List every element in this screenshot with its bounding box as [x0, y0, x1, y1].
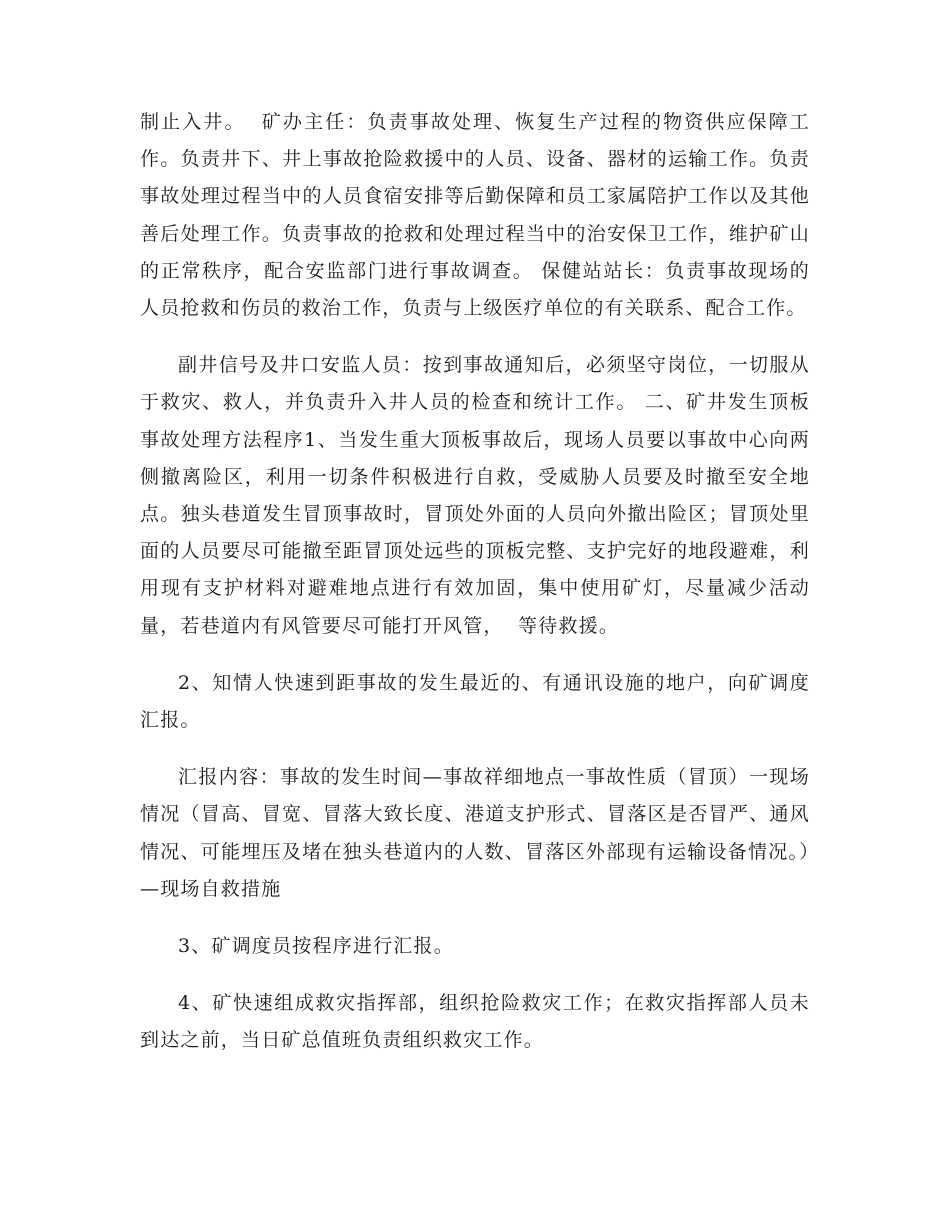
paragraph-4: 汇报内容：事故的发生时间—事故祥细地点一事故性质（冒顶）一现场情况（冒高、冒宽、冒落大致长度、港道支护形式、冒落区是否冒严、通风情况、可能埋压及堵在独头巷道内的人数、冒落区外部现有运输设备情况。）—现场自救措施 [140, 766, 810, 900]
paragraph-3: 2、知情人快速到距事故的发生最近的、有通讯设施的地户，向矿调度汇报。 [140, 671, 810, 732]
document-page [140, 104, 810, 1080]
paragraph-1: 制止入井。 矿办主任：负责事故处理、恢复生产过程的物资供应保障工作。负责井下、井上事故抢险救援中的人员、设备、器材的运输工作。负责事故处理过程当中的人员食宿安排等后勤保障和员工家属陪护工作以及其他善后处理工作。负责事故的抢救和处理过程当中的治安保卫工作，维护矿山的正常秩序，配合安监部门进行事故调查。 保健站站长：负责事故现场的人员抢救和伤员的救治工作，负责与上级医疗单位的有关联系、配合工作。 [140, 111, 810, 320]
paragraph-2: 副井信号及井口安监人员：按到事故通知后，必须坚守岗位，一切服从于救灾、救人，并负责升入井人员的检查和统计工作。 二、矿井发生顶板事故处理方法程序1、当发生重大顶板事故后，现场人员要以事故中心向两侧撤离险区，利用一切条件积极进行自救，受威胁人员要及时撤至安全地点。独头巷道发生冒顶事故时，冒顶处外面的人员向外撤出险区；冒顶处里面的人员要尽可能撤至距冒顶处远些的顶板完整、支护完好的地段避难，利用现有支护材料对避难地点进行有效加固，集中使用矿灯，尽量减少活动量，若巷道内有风管要尽可能打开风管， 等待救援。 [140, 354, 810, 637]
paragraph-5: 3、矿调度员按程序进行汇报。 [178, 935, 454, 958]
paragraph-6: 4、矿快速组成救灾指挥部，组织抢险救灾工作；在救灾指挥部人员未到达之前，当日矿总值班负责组织救灾工作。 [140, 992, 810, 1052]
